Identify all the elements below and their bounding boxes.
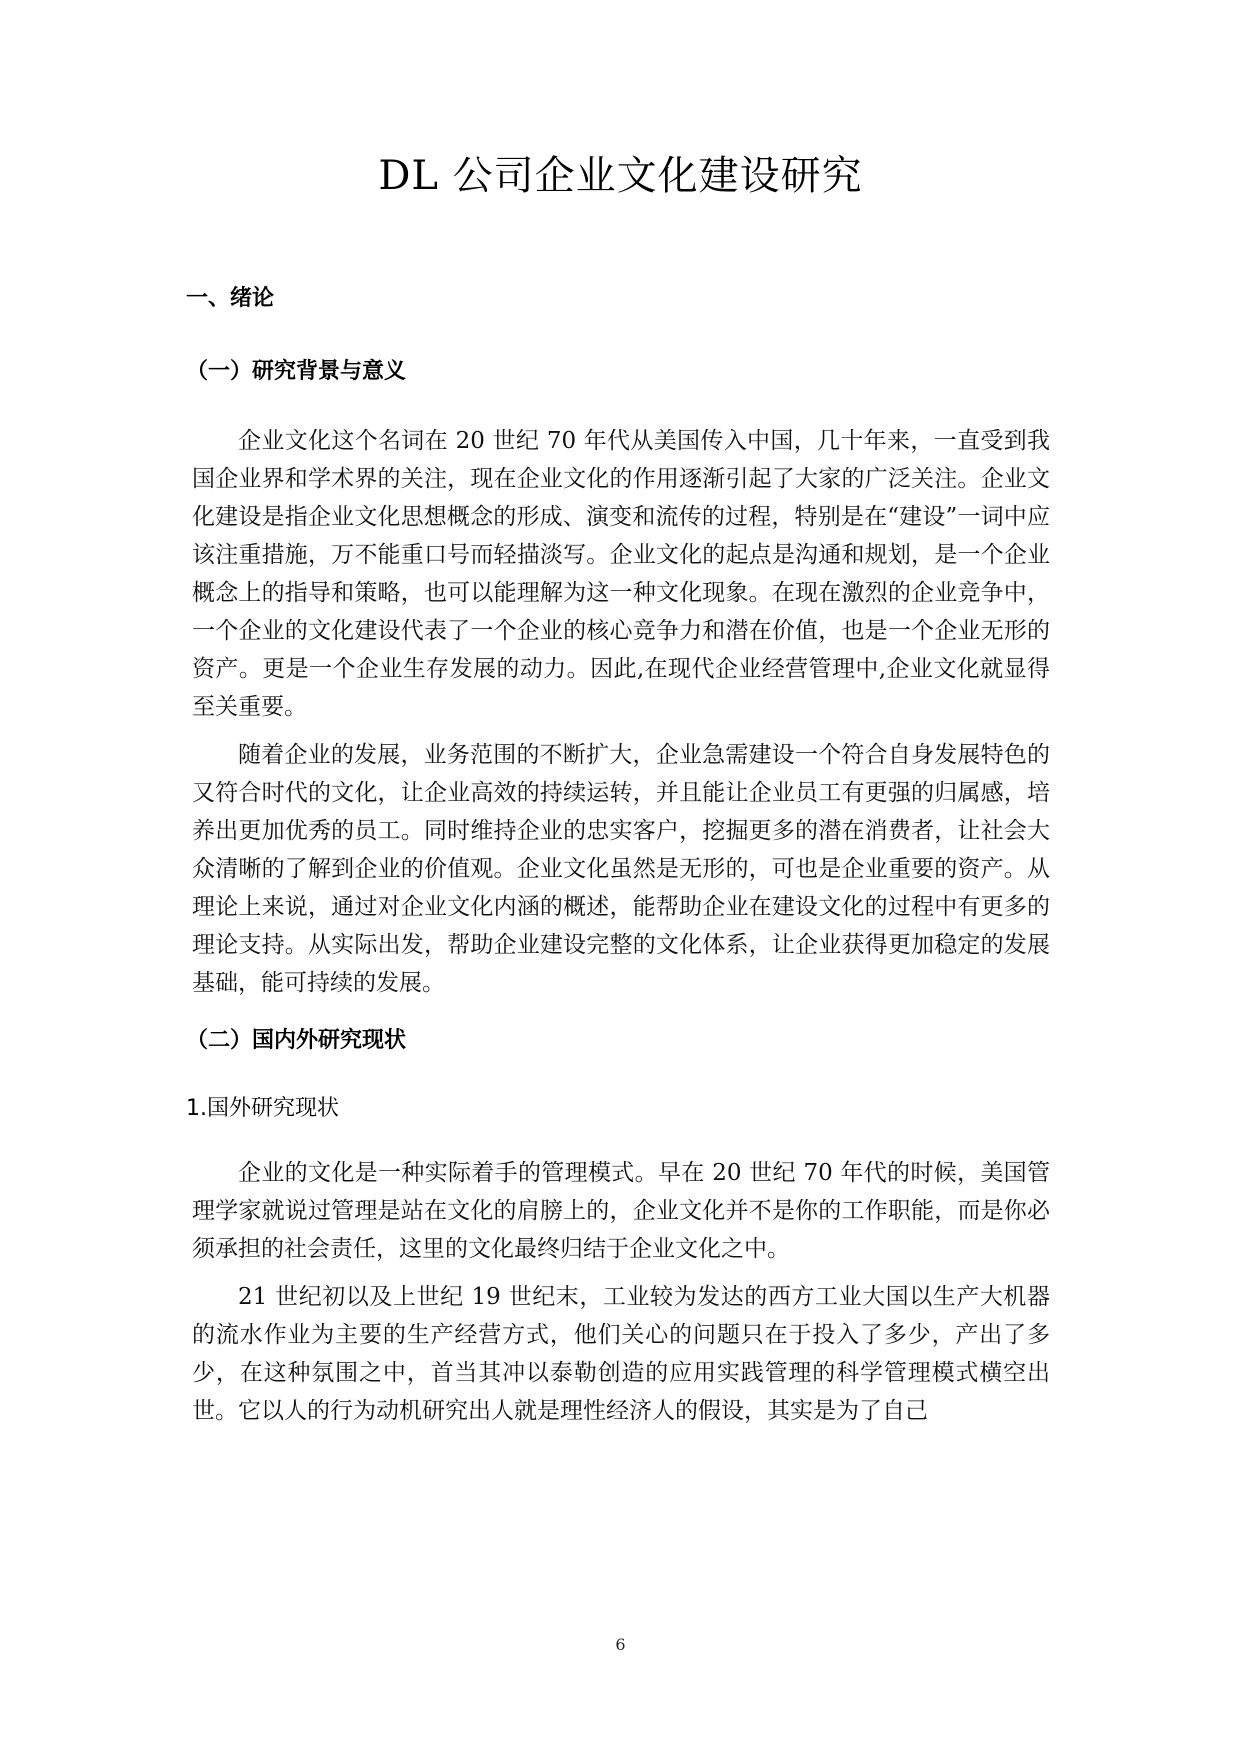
- subsection-heading-research-status: （二）国内外研究现状: [186, 1028, 407, 1053]
- page-number: 6: [615, 1635, 626, 1654]
- section-heading-introduction: 一、绪论: [186, 286, 275, 311]
- subsection-heading-foreign-research: 1.国外研究现状: [186, 1096, 339, 1121]
- document-title: DL 公司企业文化建设研究: [378, 153, 863, 199]
- subsection-heading-background: （一）研究背景与意义: [186, 359, 407, 384]
- paragraph-foreign-research-1: 企业的文化是一种实际着手的管理模式。早在 20 世纪 70 年代的时候，美国管理学家就说过管理是站在文化的肩膀上的，企业文化并不是你的工作职能，而是你必须承担的社会责任，这里的文化最终归结于企业文化之中。: [192, 1160, 1050, 1262]
- paragraph-foreign-research-2: 21 世纪初以及上世纪 19 世纪末，工业较为发达的西方工业大国以生产大机器的流水作业为主要的生产经营方式，他们关心的问题只在于投入了多少，产出了多少，在这种氛围之中，首当其冲以泰勒创造的应用实践管理的科学管理模式横空出世。它以人的行为动机研究出人就是理性经济人的假设，其实是为了自己: [192, 1284, 1050, 1424]
- paragraph-background-1: 企业文化这个名词在 20 世纪 70 年代从美国传入中国，几十年来，一直受到我国企业界和学术界的关注，现在企业文化的作用逐渐引起了大家的广泛关注。企业文化建设是指企业文化思想概念的形成、演变和流传的过程，特别是在“建设”一词中应该注重措施，万不能重口号而轻描淡写。企业文化的起点是沟通和规划，是一个企业概念上的指导和策略，也可以能理解为这一种文化现象。在现在激烈的企业竞争中，一个企业的文化建设代表了一个企业的核心竞争力和潜在价值，也是一个企业无形的资产。更是一个企业生存发展的动力。因此,在现代企业经营管理中,企业文化就显得至关重要。: [192, 428, 1050, 720]
- paragraph-background-2: 随着企业的发展，业务范围的不断扩大，企业急需建设一个符合自身发展特色的又符合时代的文化，让企业高效的持续运转，并且能让企业员工有更强的归属感，培养出更加优秀的员工。同时维持企业的忠实客户，挖掘更多的潜在消费者，让社会大众清晰的了解到企业的价值观。企业文化虽然是无形的，可也是企业重要的资产。从理论上来说，通过对企业文化内涵的概述，能帮助企业在建设文化的过程中有更多的理论支持。从实际出发，帮助企业建设完整的文化体系，让企业获得更加稳定的发展基础，能可持续的发展。: [192, 742, 1050, 996]
